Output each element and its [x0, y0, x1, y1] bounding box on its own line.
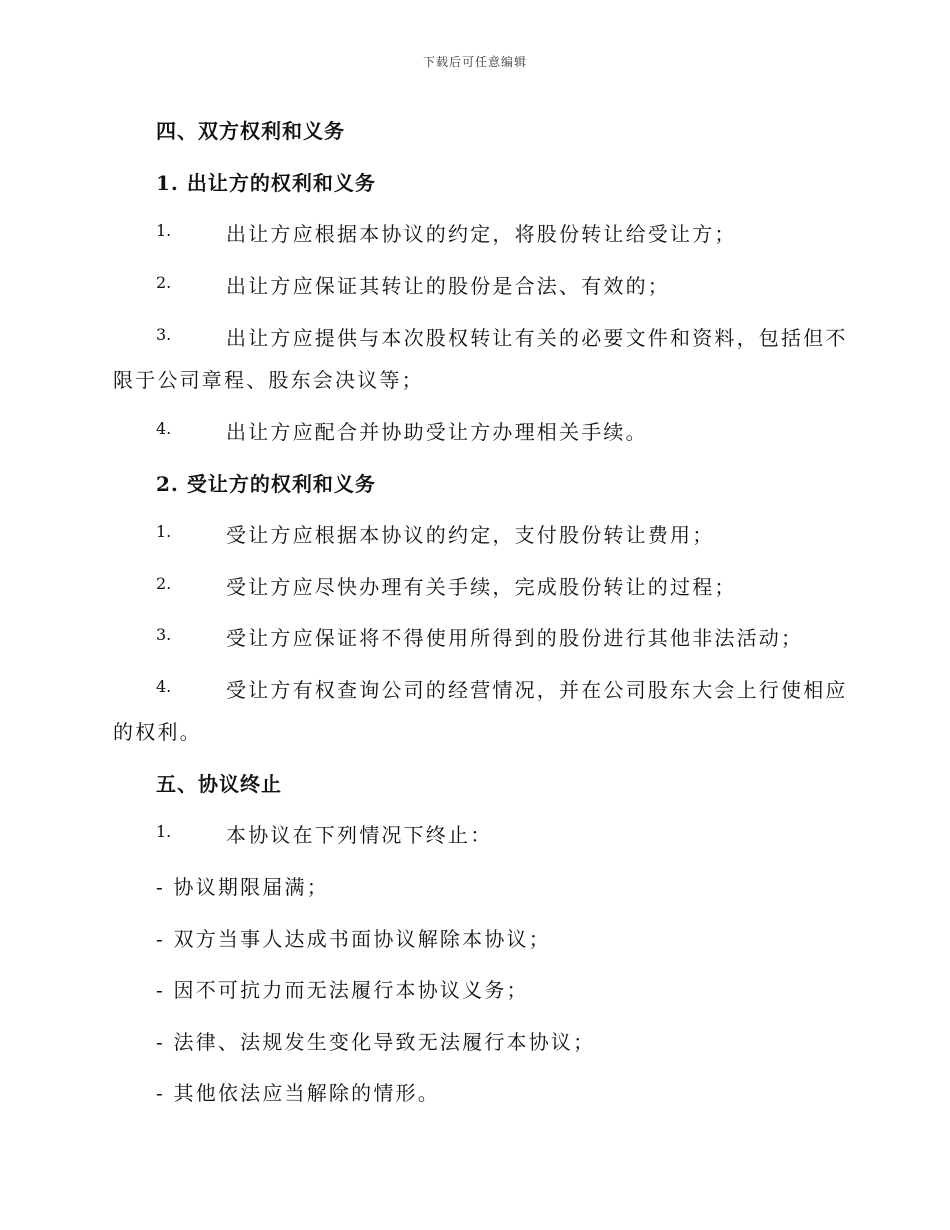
item-number: 4.	[156, 677, 172, 696]
item-text: 出让方应配合并协助受让方办理相关手续。	[226, 420, 648, 444]
item-continuation: 的权利。	[113, 720, 202, 744]
item-number: 2.	[156, 574, 172, 593]
item-continuation: 限于公司章程、股东会决议等；	[113, 368, 424, 392]
item-text: 受让方应尽快办理有关手续，完成股份转让的过程；	[226, 575, 737, 599]
section-4-title: 四、双方权利和义务	[156, 119, 345, 143]
item-text: 受让方有权查询公司的经营情况，并在公司股东大会上行使相应	[226, 678, 848, 702]
item-text: 受让方应保证将不得使用所得到的股份进行其他非法活动；	[226, 626, 804, 650]
item-number: 3.	[156, 325, 172, 344]
termination-condition: - 因不可抗力而无法履行本协议义务；	[156, 978, 529, 1002]
item-text: 出让方应保证其转让的股份是合法、有效的；	[226, 274, 670, 298]
item-text: 受让方应根据本协议的约定，支付股份转让费用；	[226, 523, 715, 547]
termination-condition: - 协议期限届满；	[156, 875, 329, 899]
subsection-2-title: 2. 受让方的权利和义务	[156, 472, 376, 496]
item-number: 4.	[156, 419, 172, 438]
item-text: 出让方应根据本协议的约定，将股份转让给受让方；	[226, 222, 737, 246]
section-5-title: 五、协议终止	[156, 772, 282, 796]
item-text: 本协议在下列情况下终止：	[226, 823, 493, 847]
termination-condition: - 法律、法规发生变化导致无法履行本协议；	[156, 1030, 596, 1054]
item-number: 2.	[156, 273, 172, 292]
item-text: 出让方应提供与本次股权转让有关的必要文件和资料，包括但不	[226, 326, 848, 350]
subsection-1-title: 1. 出让方的权利和义务	[156, 171, 376, 195]
item-number: 1.	[156, 822, 172, 841]
item-number: 3.	[156, 625, 172, 644]
item-number: 1.	[156, 522, 172, 541]
termination-condition: - 其他依法应当解除的情形。	[156, 1081, 440, 1105]
termination-condition: - 双方当事人达成书面协议解除本协议；	[156, 927, 551, 951]
item-number: 1.	[156, 221, 172, 240]
page-header: 下载后可任意编辑	[422, 55, 527, 69]
